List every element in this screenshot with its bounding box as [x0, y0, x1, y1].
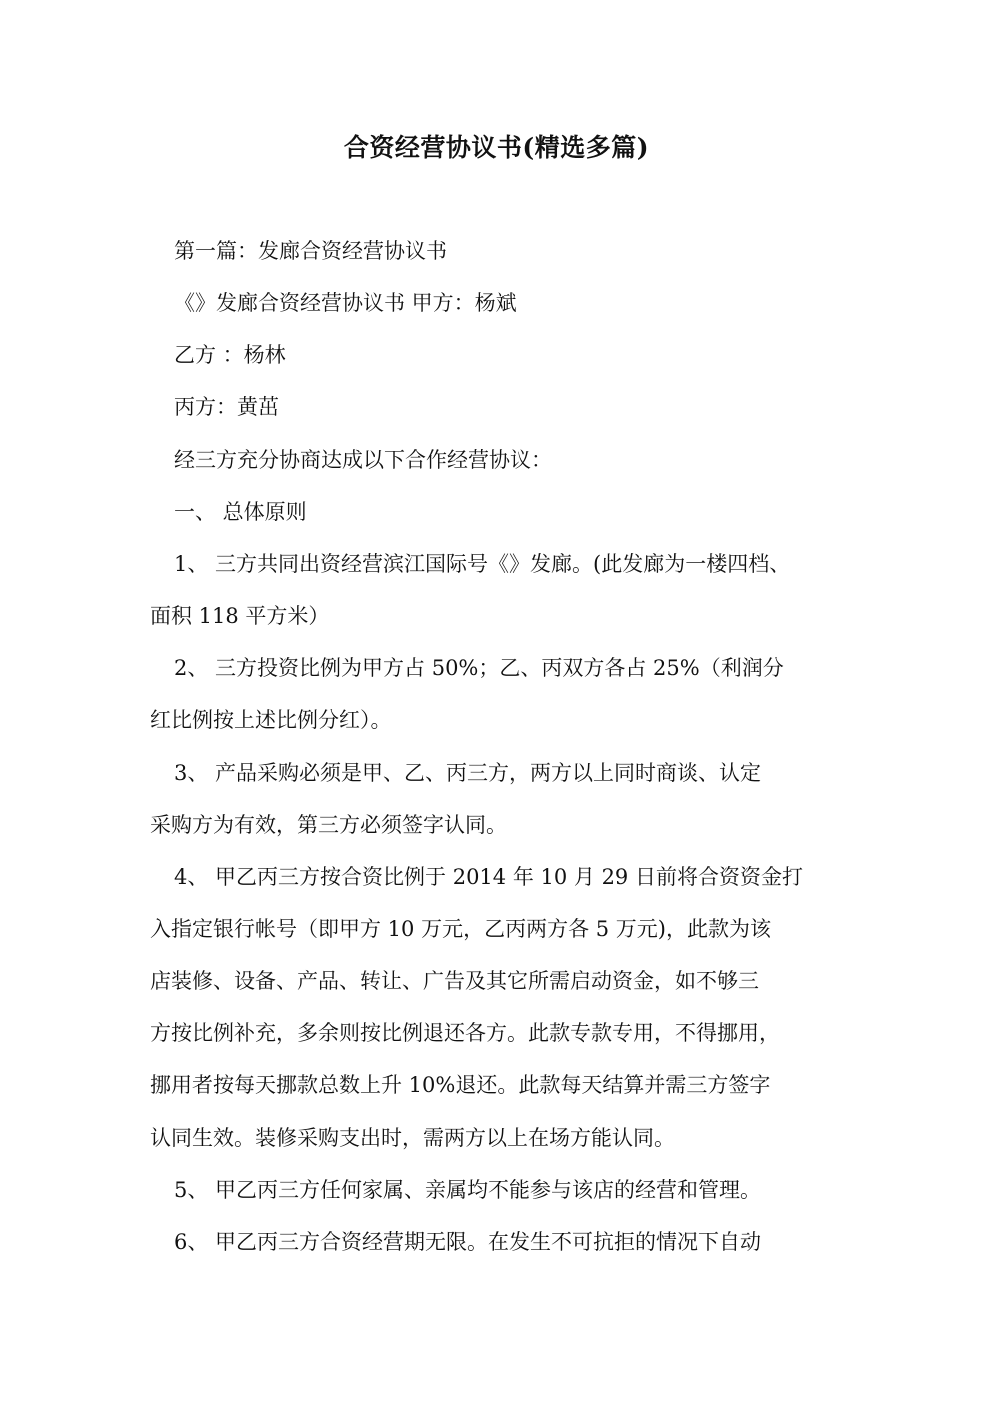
document-title: 合资经营协议书(精选多篇)	[343, 133, 650, 162]
agreement-title-party-a: 《》发廊合资经营协议书 甲方：杨斌	[174, 291, 517, 315]
clause-4-line-3: 店装修、设备、产品、转让、广告及其它所需启动资金，如不够三	[150, 969, 759, 993]
party-c-line: 丙方：黄茁	[174, 395, 279, 419]
clause-4-line-6: 认同生效。装修采购支出时，需两方以上在场方能认同。	[150, 1126, 675, 1150]
clause-4-line-5: 挪用者按每天挪款总数上升 10%退还。此款每天结算并需三方签字	[150, 1073, 771, 1097]
clause-4-line-4: 方按比例补充，多余则按比例退还各方。此款专款专用，不得挪用，	[150, 1021, 780, 1045]
preamble-line: 经三方充分协商达成以下合作经营协议：	[174, 448, 552, 472]
clause-2-line-2: 红比例按上述比例分红）。	[150, 708, 392, 732]
party-b-line: 乙方 ：杨林	[174, 343, 286, 367]
clause-4-line-2: 入指定银行帐号（即甲方 10 万元，乙丙两方各 5 万元)，此款为该	[150, 917, 771, 941]
clause-5-line-1: 5、 甲乙丙三方任何家属、亲属均不能参与该店的经营和管理。	[174, 1178, 762, 1202]
clause-3-line-2: 采购方为有效，第三方必须签字认同。	[150, 813, 507, 837]
clause-1-line-2: 面积 118 平方米）	[150, 604, 330, 628]
clause-6-line-1: 6、 甲乙丙三方合资经营期无限。在发生不可抗拒的情况下自动	[174, 1230, 762, 1254]
general-principles-heading: 一、 总体原则	[174, 500, 307, 524]
clause-3-line-1: 3、 产品采购必须是甲、乙、丙三方，两方以上同时商谈、认定	[174, 761, 762, 785]
clause-4-line-1: 4、 甲乙丙三方按合资比例于 2014 年 10 月 29 日前将合资资金打	[174, 865, 803, 889]
section-heading-part-one: 第一篇：发廊合资经营协议书	[174, 239, 447, 263]
clause-1-line-1: 1、 三方共同出资经营滨江国际号《》发廊。(此发廊为一楼四档、	[174, 552, 791, 576]
clause-2-line-1: 2、 三方投资比例为甲方占 50%；乙、丙双方各占 25%（利润分	[174, 656, 784, 680]
